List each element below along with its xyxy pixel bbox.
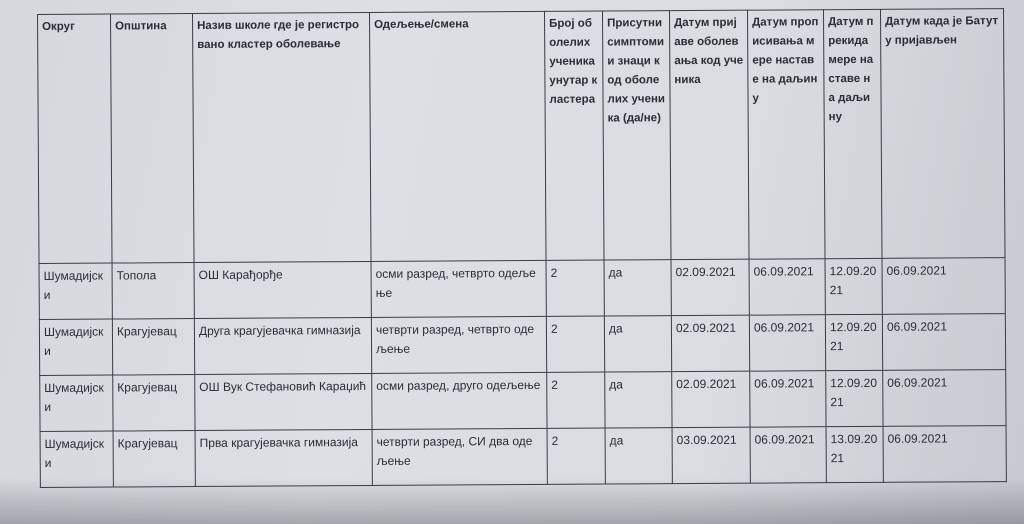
table-row xyxy=(39,313,1005,375)
cell-school-name: Друга крагујевачка гимназија xyxy=(194,317,371,374)
header-row xyxy=(38,9,1006,263)
cell-class-shift: четврти разред, СИ два одељење xyxy=(372,428,547,485)
cell-batut-date: 06.09.2021 xyxy=(883,425,1006,482)
cell-class-shift: осми разред, друго одељење xyxy=(372,372,547,429)
header-symptoms: Присутни симптоми и знаци код оболелих ученика (да/не) xyxy=(602,11,671,260)
cell-sick-count: 2 xyxy=(546,316,604,372)
cell-sick-count: 2 xyxy=(547,372,605,428)
header-sick-count: Број оболелих ученика унутар кластера xyxy=(544,11,604,260)
cell-municipality: Крагујевац xyxy=(112,318,194,375)
cell-report-date: 03.09.2021 xyxy=(672,427,750,484)
table-row xyxy=(40,425,1006,487)
cell-school-name: ОШ Карађорђе xyxy=(194,261,371,318)
cell-batut-date: 06.09.2021 xyxy=(883,369,1006,426)
cell-remote-start-date: 06.09.2021 xyxy=(749,258,825,315)
cell-remote-start-date: 06.09.2021 xyxy=(750,370,826,427)
cluster-cases-table xyxy=(37,8,1007,488)
cell-symptoms: да xyxy=(605,427,672,484)
header-remote-end-date: Датум прекида мере наставе на даљину xyxy=(823,9,882,258)
cell-report-date: 02.09.2021 xyxy=(672,371,750,428)
cell-municipality: Крагујевац xyxy=(113,374,195,431)
cell-school-name: Прва крагујевачка гимназија xyxy=(195,429,372,486)
cell-report-date: 02.09.2021 xyxy=(671,315,749,372)
table-row xyxy=(39,257,1005,319)
cell-remote-end-date: 13.09.2021 xyxy=(826,426,883,483)
cell-sick-count: 2 xyxy=(546,260,604,316)
cell-municipality: Топола xyxy=(112,262,194,319)
cell-municipality: Крагујевац xyxy=(113,430,195,487)
cell-remote-end-date: 12.09.2021 xyxy=(825,258,882,314)
cell-class-shift: осми разред, четврто одељење xyxy=(371,260,546,317)
table-row xyxy=(40,369,1006,431)
cell-report-date: 02.09.2021 xyxy=(671,259,749,316)
cell-district: Шумадијски xyxy=(40,431,113,488)
header-report-date: Датум пријаве оболевања код ученика xyxy=(669,10,749,259)
header-municipality: Општина xyxy=(111,14,195,263)
cell-remote-end-date: 12.09.2021 xyxy=(826,370,883,426)
header-remote-start-date: Датум прописивања мере наставе на даљину xyxy=(747,10,825,259)
header-class-shift: Одељење/смена xyxy=(369,11,546,261)
cell-batut-date: 06.09.2021 xyxy=(882,257,1005,314)
header-school-name: Назив школе где је регистровано кластер оболевање xyxy=(193,12,372,262)
cell-school-name: ОШ Вук Стефановић Караџић xyxy=(195,373,372,430)
cell-batut-date: 06.09.2021 xyxy=(882,313,1005,370)
header-district: Округ xyxy=(38,14,113,263)
cell-district: Шумадијски xyxy=(39,263,112,320)
cell-district: Шумадијски xyxy=(40,375,113,432)
cell-remote-start-date: 06.09.2021 xyxy=(749,314,825,371)
header-batut-date: Датум када је Батуту пријављен xyxy=(880,9,1005,258)
cell-remote-end-date: 12.09.2021 xyxy=(825,314,882,370)
cell-district: Шумадијски xyxy=(39,319,112,376)
cell-class-shift: четврти разред, четврто одељење xyxy=(371,316,546,373)
cell-symptoms: да xyxy=(604,315,671,372)
cell-sick-count: 2 xyxy=(547,428,605,485)
cell-symptoms: да xyxy=(604,259,671,316)
cell-remote-start-date: 06.09.2021 xyxy=(750,427,826,484)
cell-symptoms: да xyxy=(605,371,672,428)
